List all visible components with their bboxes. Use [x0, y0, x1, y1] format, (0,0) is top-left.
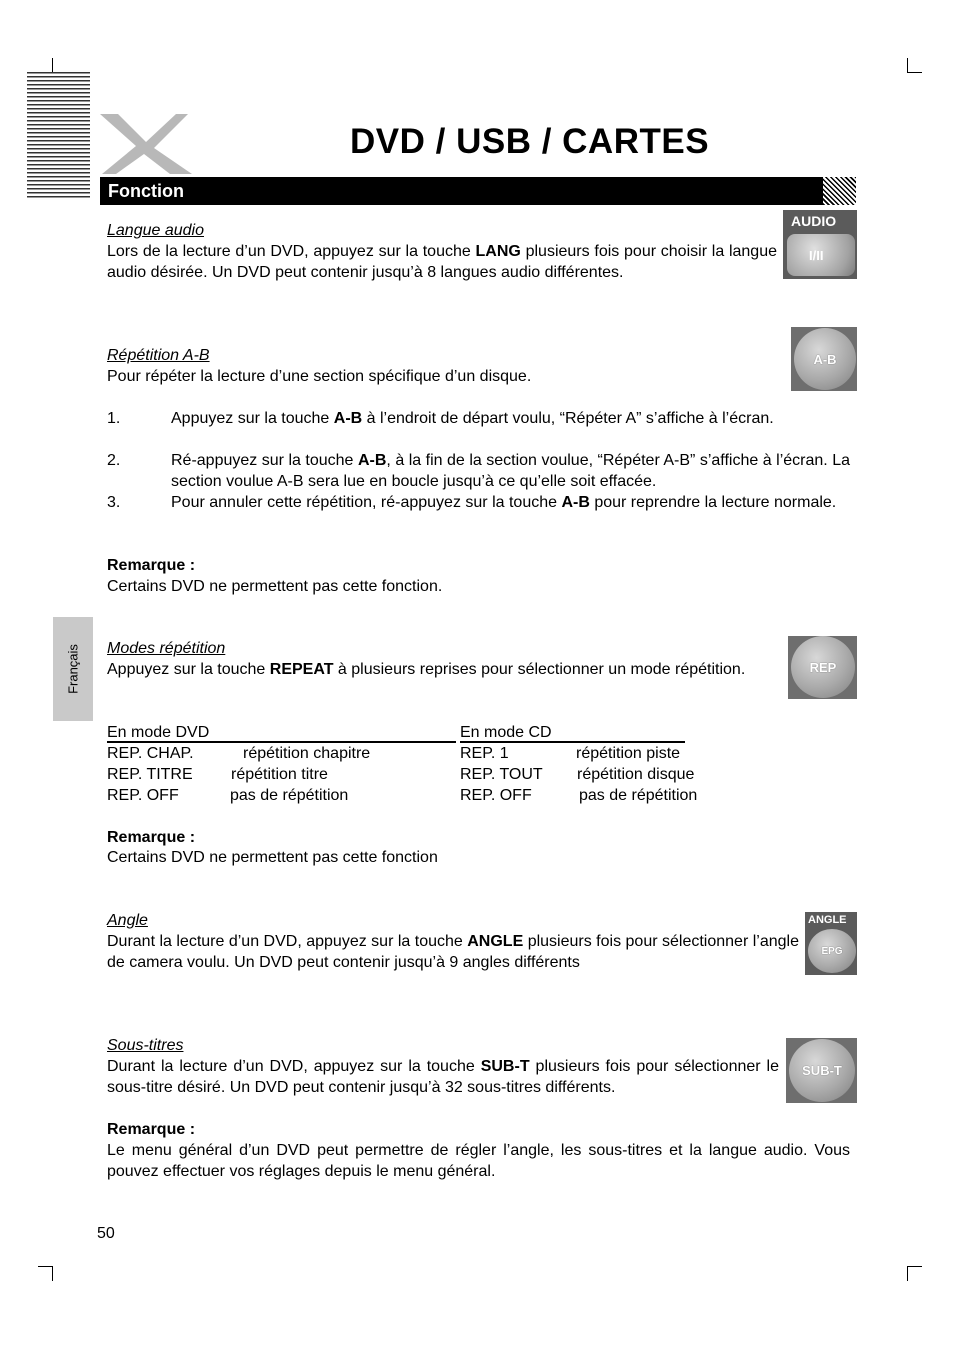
- audio-button-image: [783, 210, 857, 279]
- rep-button-image: [788, 636, 857, 699]
- note-label: Remarque :: [107, 829, 196, 846]
- note-label: Remarque :: [107, 1121, 196, 1138]
- angle-heading: Angle: [107, 912, 148, 929]
- cd-mode-name: REP. TOUT: [460, 766, 543, 783]
- cd-mode-desc: répétition piste: [576, 745, 681, 762]
- section-bar-fade: [823, 177, 856, 205]
- angle-button-body: EPG: [808, 929, 856, 973]
- dvd-mode-desc: répétition chapitre: [243, 745, 371, 762]
- angle-button-top-label: ANGLE: [808, 914, 847, 926]
- crop-mark-top-right: [907, 58, 922, 73]
- angle-button-image: [805, 912, 857, 975]
- angle-text: Durant la lecture d’un DVD, appuyez sur la touche ANGLE plusieurs fois pour sélectionner l’angle de camera voulu. Un DVD peut contenir jusqu’à 9 angles différents: [107, 933, 799, 971]
- step-text: Pour annuler cette répétition, ré-appuyez sur la touche A-B pour reprendre la lecture normale.: [171, 494, 837, 511]
- step-text: Appuyez sur la touche A-B à l’endroit de départ voulu, “Répéter A” s’affiche à l’écran.: [171, 410, 774, 427]
- crop-mark-top-left: [38, 58, 53, 73]
- step-number: 3.: [107, 494, 121, 511]
- brand-logo: [96, 108, 196, 176]
- dvd-mode-desc: répétition titre: [231, 766, 328, 783]
- repetition-ab-intro: Pour répéter la lecture d’une section spécifique d’un disque.: [107, 368, 532, 385]
- ab-button-image: [791, 327, 857, 391]
- dvd-mode-desc: pas de répétition: [230, 787, 349, 804]
- section-title: Fonction: [108, 181, 184, 201]
- crop-mark-bottom-left: [38, 1266, 53, 1281]
- note-text: Certains DVD ne permettent pas cette fonction.: [107, 578, 443, 595]
- ab-button-body: A-B: [794, 328, 856, 390]
- page-number: 50: [97, 1225, 115, 1242]
- cd-mode-name: REP. 1: [460, 745, 509, 762]
- subt-button-body: SUB-T: [789, 1039, 855, 1102]
- section-bar: [100, 177, 823, 205]
- dvd-mode-name: REP. OFF: [107, 787, 179, 804]
- crop-mark-bottom-right: [907, 1266, 922, 1281]
- cd-mode-name: REP. OFF: [460, 787, 532, 804]
- dvd-mode-name: REP. TITRE: [107, 766, 193, 783]
- langue-audio-text: Lors de la lecture d’un DVD, appuyez sur la touche LANG plusieurs fois pour choisir la langue audio désirée. Un DVD peut contenir jusqu’à 8 langues audio différentes.: [107, 243, 778, 281]
- sous-titres-text: Durant la lecture d’un DVD, appuyez sur la touche SUB-T plusieurs fois pour sélectionner le sous-titre désiré. Un DVD peut contenir jusqu’à 32 sous-titres différents.: [107, 1058, 779, 1096]
- sous-titres-heading: Sous-titres: [107, 1037, 184, 1054]
- dvd-mode-name: REP. CHAP.: [107, 745, 194, 762]
- step-number: 1.: [107, 410, 121, 427]
- page-title: DVD / USB / CARTES: [350, 122, 710, 161]
- repetition-ab-heading: Répétition A-B: [107, 347, 210, 364]
- subt-button-image: [786, 1038, 857, 1103]
- header-stripes: [27, 72, 90, 200]
- step-number: 2.: [107, 452, 121, 469]
- step-text: Ré-appuyez sur la touche A-B, à la fin de la section voulue, “Répéter A-B” s’affiche à l’écran. La section voulue A-B sera lue en boucle jusqu’à ce qu’elle soit effacée.: [171, 452, 850, 490]
- language-tab-label: Français: [65, 644, 81, 694]
- audio-button-bottom-label: I/II: [809, 248, 824, 263]
- cd-mode-desc: répétition disque: [577, 766, 695, 783]
- audio-button-top-label: AUDIO: [791, 213, 837, 229]
- modes-repetition-heading: Modes répétition: [107, 640, 226, 657]
- note-text: Certains DVD ne permettent pas cette fonction: [107, 849, 438, 866]
- dvd-mode-header: En mode DVD: [107, 724, 210, 741]
- note-label: Remarque :: [107, 557, 196, 574]
- cd-mode-header: En mode CD: [460, 724, 552, 741]
- langue-audio-heading: Langue audio: [107, 222, 204, 239]
- cd-mode-desc: pas de répétition: [579, 787, 698, 804]
- note-text: Le menu général d’un DVD peut permettre de régler l’angle, les sous-titres et la langue audio. Vous pouvez effectuer vos réglages depuis le menu général.: [107, 1142, 850, 1180]
- modes-repetition-text: Appuyez sur la touche REPEAT à plusieurs reprises pour sélectionner un mode répétition.: [107, 661, 746, 678]
- rep-button-body: REP: [791, 636, 855, 698]
